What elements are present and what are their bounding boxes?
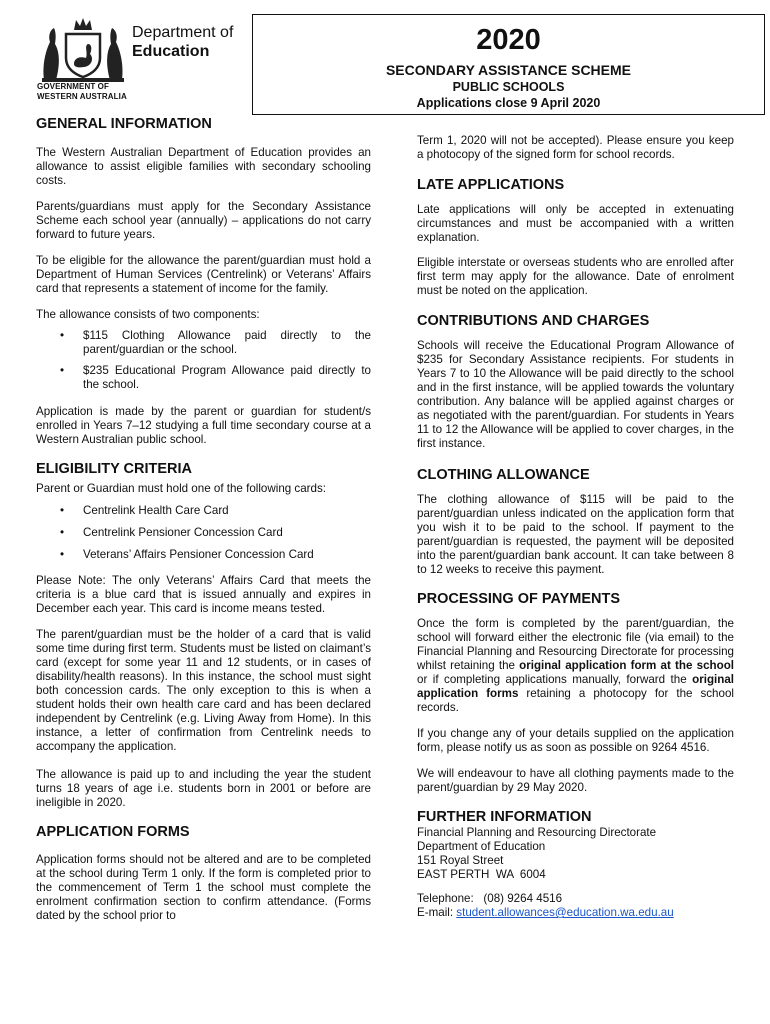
processing-p1: [417, 617, 734, 715]
general-p3: To be eligible for the allowance the parent/guardian must hold a Department of Human Services (Centrelink) or Veterans’ Affairs card that represents a statement of income for the family.: [36, 254, 371, 295]
contributions-heading: CONTRIBUTIONS AND CHARGES: [417, 313, 650, 329]
processing-p3: We will endeavour to have all clothing payments made to the parent/guardian by 29 May 2020.: [417, 767, 734, 794]
list-item: • Centrelink Pensioner Concession Card: [36, 526, 371, 540]
address-line: EAST PERTH WA 6004: [417, 868, 546, 881]
processing-p2: If you change any of your details supplied on the application form, please notify us as soon as possible on 9264 4516.: [417, 727, 734, 754]
general-heading: GENERAL INFORMATION: [36, 116, 212, 132]
processing-heading: PROCESSING OF PAYMENTS: [417, 591, 621, 607]
right-column: [417, 134, 734, 920]
forms-p1-continued: Term 1, 2020 will not be accepted). Please ensure you keep a photocopy of the signed form for school records.: [417, 134, 734, 161]
processing-text: or if completing applications manually, forward the: [417, 673, 693, 686]
gov-line-2: WESTERN AUSTRALIA: [37, 92, 127, 101]
department-name: [132, 23, 233, 61]
scheme-subtitle: PUBLIC SCHOOLS: [452, 80, 565, 94]
document-year: 2020: [476, 24, 541, 56]
email-label: E-mail:: [417, 906, 457, 919]
address-line: Department of Education: [417, 840, 546, 853]
government-label: [37, 82, 127, 102]
gov-line-1: GOVERNMENT OF: [37, 82, 109, 91]
late-p2: Eligible interstate or overseas students who are enrolled after first term may apply for the allowance. Date of enrolment must be noted on the application.: [417, 256, 734, 297]
close-date: Applications close 9 April 2020: [416, 96, 601, 110]
list-item: • Veterans’ Affairs Pensioner Concession Card: [36, 548, 371, 562]
dept-line-2: Education: [132, 43, 210, 60]
dept-line-1: Department of: [132, 24, 234, 41]
processing-text: retaining a photocopy for the school records.: [417, 687, 734, 714]
clothing-p1: The clothing allowance of $115 will be paid to the parent/guardian unless indicated on the application form that you wish it to be paid to the school. If payment to the parent/guardian is requested, the payment will be deposited into the parent/guardian bank account. It can take between 8 to 12 weeks to receive this payment.: [417, 493, 734, 576]
further-heading: FURTHER INFORMATION: [417, 809, 592, 825]
forms-p1: Application forms should not be altered and are to be completed at the school during Term 1 only. If the form is completed prior to the commencement of Term 1 the school must complete the enrolment confirmation section to confirm attendance. (Forms dated by the school prior to: [36, 853, 371, 922]
late-p1: Late applications will only be accepted in extenuating circumstances and must be accompanied with a written explanation.: [417, 203, 734, 244]
general-p1: The Western Australian Department of Education provides an allowance to assist eligible families with secondary schooling costs.: [36, 146, 371, 187]
eligibility-p3: The allowance is paid up to and including the year the student turns 18 years of age i.e. students born in 2001 or before are ineligible in 2020.: [36, 768, 371, 809]
card-list: [36, 504, 371, 562]
processing-text: Once the form is completed by the parent/guardian, the school will forward either the electronic file (via email) to the Financial Planning and Resourcing Directorate for processing whilst retaining the: [417, 617, 734, 672]
general-p2: Parents/guardians must apply for the Secondary Assistance Scheme each school year (annually) – applications do not carry forward to future years.: [36, 200, 371, 241]
email-link[interactable]: student.allowances@education.wa.edu.au: [456, 906, 674, 919]
contact-address: [417, 826, 734, 882]
title-box: [252, 14, 765, 115]
general-p5: Application is made by the parent or guardian for student/s enrolled in Years 7–12 studying a full time secondary course at a Western Australian public school.: [36, 405, 371, 446]
contact-email-row: [417, 906, 734, 920]
forms-heading: APPLICATION FORMS: [36, 824, 190, 840]
address-line: 151 Royal Street: [417, 854, 504, 867]
eligibility-p2: The parent/guardian must be the holder of a card that is valid some time during first term. Students must be listed on claimant’s card (except for some year 11 and 12 students, or in cases of disability/health reasons). In this instance, the school must sight both concession cards. The only exception to this is when a student holds their own health care card and has been declared independent by Centrelink (e.g. Living Away from Home). In this instance, a letter of confirmation from Centrelink needs to accompany the application.: [36, 628, 371, 753]
address-line: Financial Planning and Resourcing Directorate: [417, 826, 657, 839]
list-item: • $235 Educational Program Allowance paid directly to the school.: [36, 364, 371, 392]
allowance-list: [36, 329, 371, 392]
late-heading: LATE APPLICATIONS: [417, 177, 565, 193]
left-column: [36, 115, 371, 923]
eligibility-note: Please Note: The only Veterans’ Affairs Card that meets the criteria is a blue card that is issued annually and expires in December each year. This card is income means tested.: [36, 574, 371, 615]
list-item: • Centrelink Health Care Card: [36, 504, 371, 518]
scheme-title: SECONDARY ASSISTANCE SCHEME: [385, 62, 632, 78]
general-p4: The allowance consists of two components:: [36, 308, 260, 321]
coat-of-arms-logo: [38, 14, 128, 84]
list-item: • $115 Clothing Allowance paid directly to the parent/guardian or the school.: [36, 329, 371, 357]
eligibility-heading: ELIGIBILITY CRITERIA: [36, 461, 193, 477]
contributions-p1: Schools will receive the Educational Program Allowance of $235 for Secondary Assistance recipients. For students in Years 7 to 10 the Allowance will be paid directly to the school and in the first instance, will be applied towards the voluntary contribution. Any balance will be applied against charges or as negotiated with the parent/guardian. For students in Years 11 to 12 the Allowance will be applied to cover charges, in the first instance.: [417, 339, 734, 450]
processing-bold-text: original application form at the school: [519, 659, 734, 672]
clothing-heading: CLOTHING ALLOWANCE: [417, 467, 590, 483]
eligibility-intro: Parent or Guardian must hold one of the following cards:: [36, 482, 327, 495]
processing-bold-text: original application forms: [417, 673, 734, 700]
contact-phone: Telephone: (08) 9264 4516: [417, 892, 563, 905]
